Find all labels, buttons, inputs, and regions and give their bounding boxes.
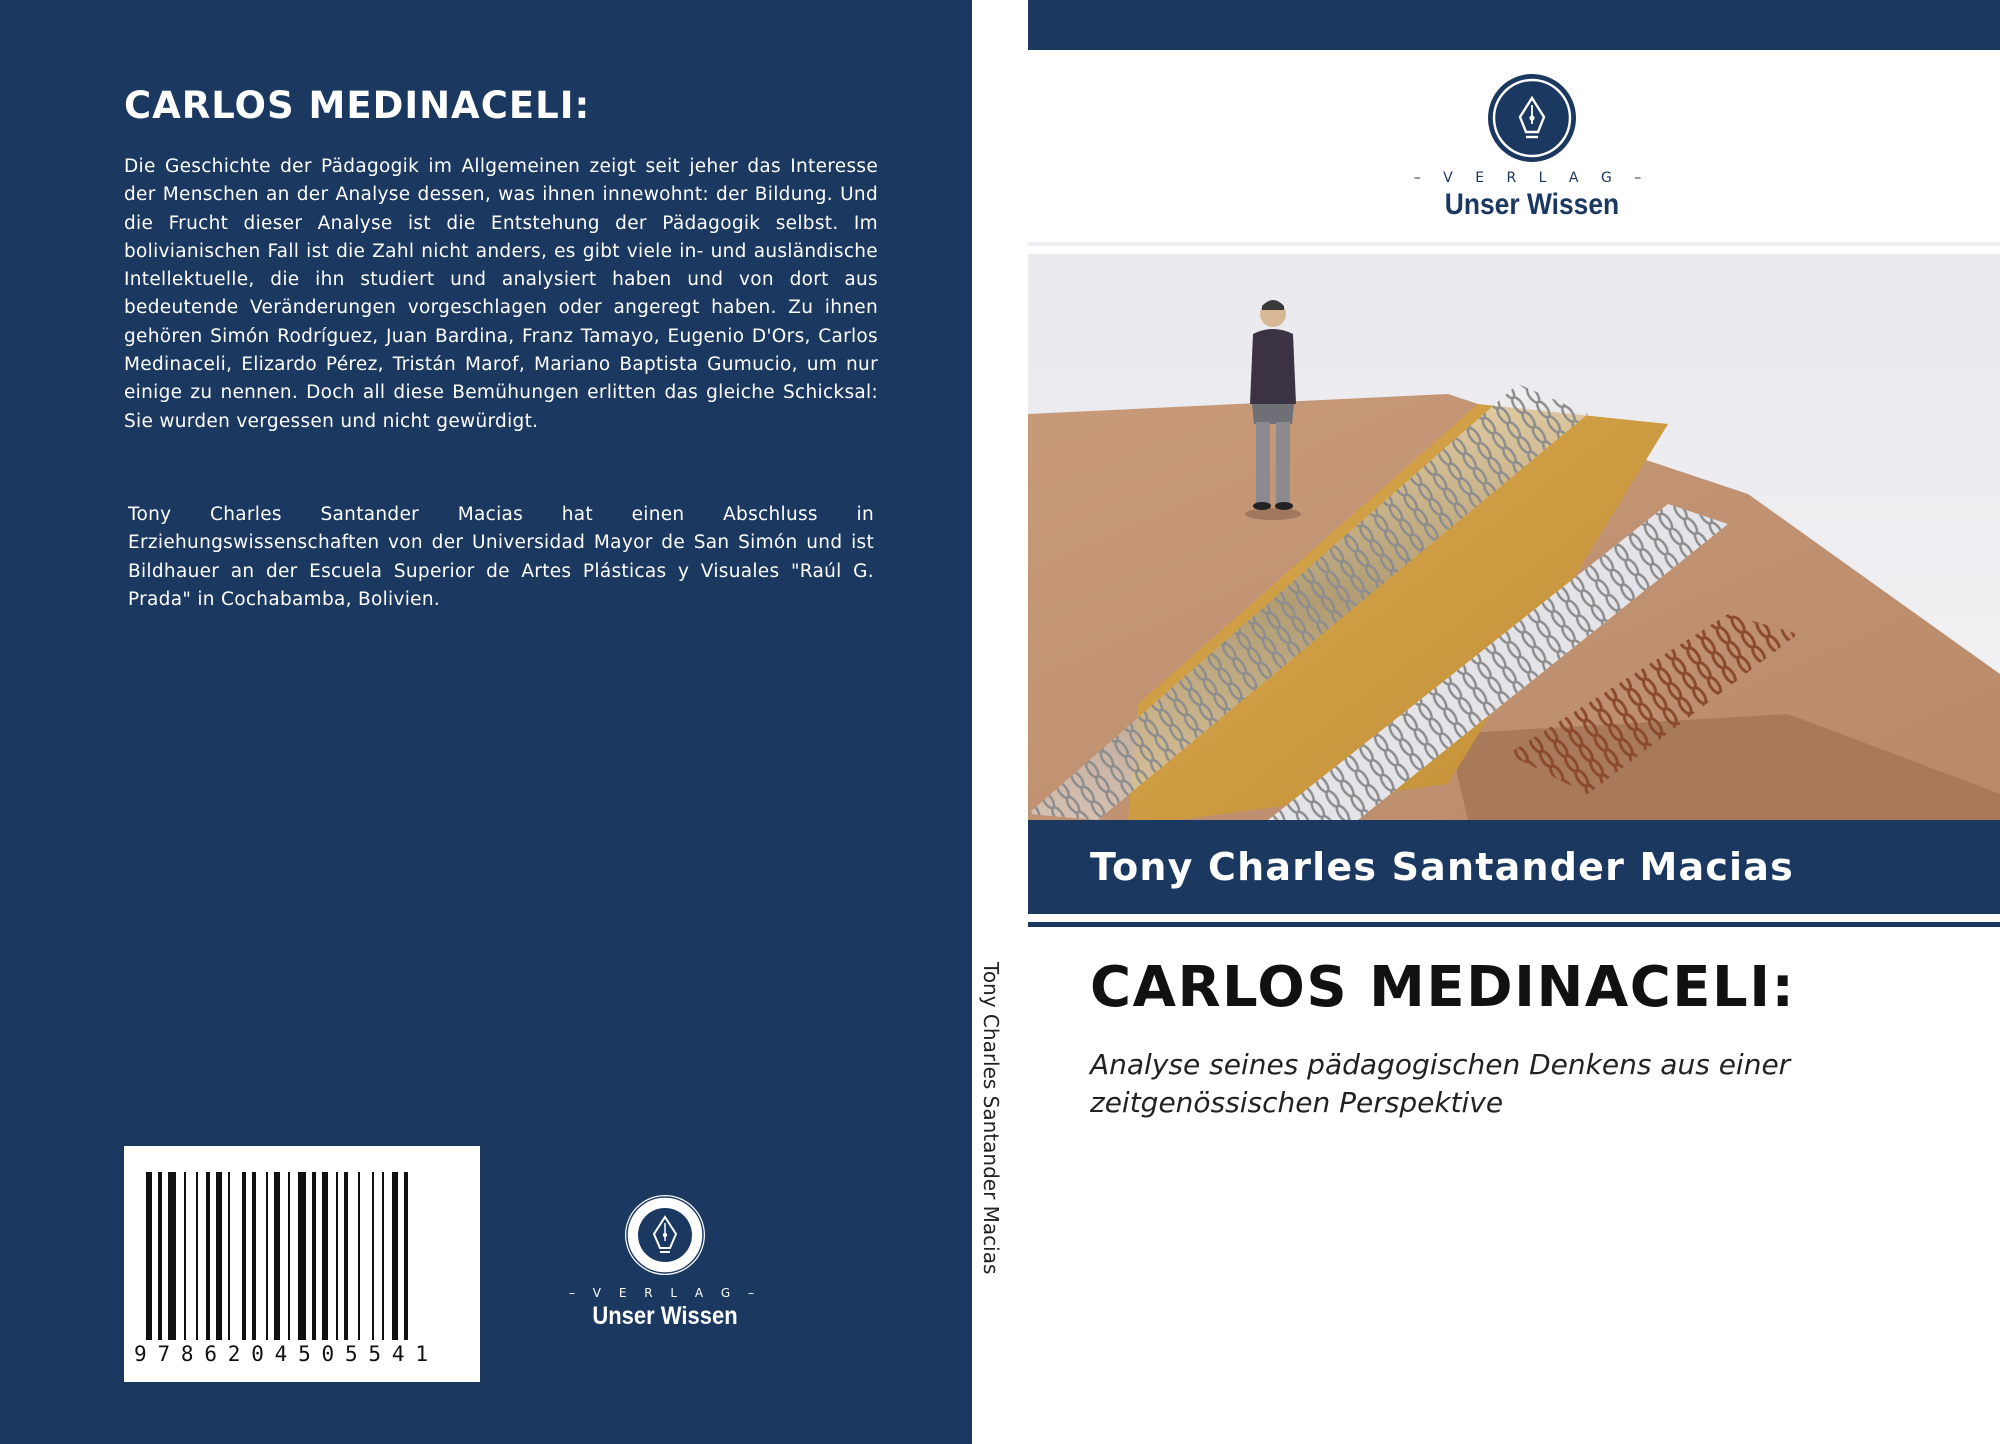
fountain-pen-nib-seal-icon — [1486, 72, 1578, 164]
barcode-bar — [392, 1172, 398, 1340]
barcode-bar — [344, 1172, 348, 1340]
front-publisher-logo — [1382, 72, 1682, 222]
barcode-bar — [266, 1172, 268, 1340]
front-top-bar — [1028, 0, 2000, 50]
barcode-bar — [298, 1172, 306, 1340]
barcode-bar — [372, 1172, 374, 1340]
barcode-bar — [242, 1172, 246, 1340]
back-cover — [0, 0, 972, 1444]
barcode-bar — [196, 1172, 198, 1340]
divider — [1028, 242, 2000, 246]
publisher-verlag-label: – V E R L A G – — [1413, 170, 1651, 186]
barcode-bar — [146, 1172, 152, 1340]
barcode-bars — [146, 1172, 458, 1340]
barcode-bar — [158, 1172, 162, 1340]
barcode-bar — [288, 1172, 290, 1340]
back-cover-blurb: Die Geschichte der Pädagogik im Allgemeinen zeigt seit jeher das Interesse der Menschen an der Analyse dessen, was ihnen innewohnt: der Bildung. Und die Frucht dieser Analyse ist die Entstehung der Pädagogik selbst. Im bolivianischen Fall ist die Zahl nicht anders, es gibt viele in- und ausländische Intellektuelle, die ihn studiert und analysiert haben und von dort aus bedeutende Veränderungen vorgeschlagen oder angeregt haben. Zu ihnen gehören Simón Rodríguez, Juan Bardina, Franz Tamayo, Eugenio D'Ors, Carlos Medinaceli, Elizardo Pérez, Tristán Marof, Mariano Baptista Gumucio, um nur einige zu nennen. Doch all diese Bemühungen erlitten das gleiche Schicksal: Sie wurden vergessen und nicht gewürdigt. — [124, 156, 878, 432]
spine-author: Tony Charles Santander Macias — [979, 962, 1003, 1275]
barcode-bar — [404, 1172, 408, 1340]
back-cover-title: CARLOS MEDINACELI: — [124, 84, 591, 127]
isbn-digits: 9786204505541 — [134, 1342, 439, 1366]
barcode-bar — [184, 1172, 186, 1340]
barcode-bar — [168, 1172, 176, 1340]
author-underline — [1028, 922, 2000, 927]
front-cover — [1028, 0, 2000, 1444]
front-author-name: Tony Charles Santander Macias — [1090, 845, 1794, 889]
publisher-verlag-label: – V E R L A G – — [568, 1286, 762, 1300]
barcode-bar — [322, 1172, 328, 1340]
barcode-bar — [358, 1172, 360, 1340]
barcode-bar — [216, 1172, 222, 1340]
barcode-bar — [336, 1172, 338, 1340]
back-publisher-logo — [560, 1190, 770, 1331]
barcode-bar — [206, 1172, 210, 1340]
barcode-bar — [252, 1172, 256, 1340]
isbn-barcode — [124, 1146, 480, 1382]
front-cover-title: CARLOS MEDINACELI: — [1090, 955, 1796, 1020]
fountain-pen-nib-seal-icon — [620, 1190, 710, 1280]
cover-photo — [1028, 254, 2000, 820]
author-bio: Tony Charles Santander Macias hat einen Abschluss in Erziehungswissenschaften von der Universidad Mayor de San Simón und ist Bildhauer an der Escuela Superior de Artes Plásticas y Visuales "Raúl G. Prada" in Cochabamba, Bolivien. — [128, 504, 874, 610]
barcode-bar — [228, 1172, 230, 1340]
front-cover-subtitle: Analyse seines pädagogischen Denkens aus einer zeitgenössischen Perspektive — [1090, 1048, 1791, 1119]
barcode-bar — [382, 1172, 384, 1340]
publisher-name: Unser Wissen — [592, 1302, 738, 1330]
barcode-bar — [312, 1172, 316, 1340]
publisher-name: Unser Wissen — [1444, 188, 1620, 221]
barcode-bar — [274, 1172, 280, 1340]
